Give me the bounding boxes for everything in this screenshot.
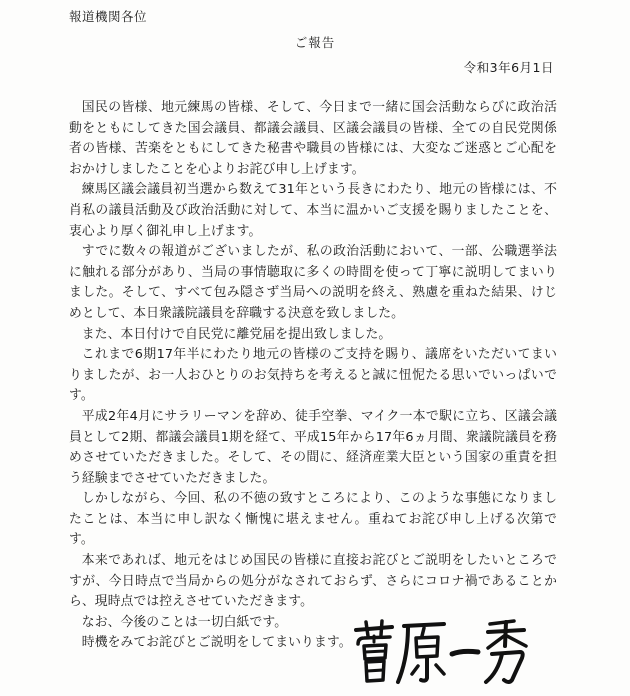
paragraph-apology: 国民の皆様、地元練馬の皆様、そして、今日まで一緒に国会活動ならびに政治活動をともにしてきた国会議員、都議会議員、区議会議員の皆様、全ての自民党関係者の皆様、苦楽をともにしてきた秘書や職員の皆様には、大変なご迷惑とご心配をおかけしましたことを心よりお詫び申し上げます。 bbox=[69, 100, 557, 177]
paragraph-closing: 時機をみてお詫びとご説明をしてまいります。 bbox=[81, 635, 352, 651]
paragraph-resignation: すでに数々の報道がございましたが、私の政治活動において、一部、公職選挙法に触れる部分があり、当局の事情聴取に多くの時間を使って丁寧に説明してまいりました。そして、すべて包み隠さず当局への説明を終え、熟慮を重ねた結果、けじめとして、本日衆議院議員を辞職する決意を致しました。 bbox=[69, 244, 557, 321]
paragraph-regret: しかしながら、今回、私の不徳の致すところにより、このような事態になりましたことは、本当に申し訳なく慚愧に堪えません。重ねてお詫び申し上げる次第です。 bbox=[69, 491, 557, 548]
letter-body bbox=[69, 98, 557, 654]
document-date: 令和3年6月1日 bbox=[463, 60, 554, 75]
document-title: ご報告 bbox=[294, 35, 336, 50]
paragraph-future: なお、今後のことは一切白紙です。 bbox=[81, 614, 288, 630]
handwritten-signature bbox=[352, 618, 532, 688]
paragraph-party-exit: また、本日付けで自民党に離党届を提出致しました。 bbox=[81, 326, 392, 342]
paragraph-career-history: 平成2年4月にサラリーマンを辞め、徒手空拳、マイク一本で駅に立ち、区議会議員として2期、都議会議員1期を経て、平成15年から17年6ヵ月間、衆議院議員を務めさせていただきました。そして、その間に、経済産業大臣という国家の重責を担う経験までさせていただきました。 bbox=[69, 408, 557, 486]
paragraph-career-reflection: これまで6期17年半にわたり地元の皆様のご支持を賜り、議席をいただいてまいりましたが、お一人おひとりのお気持ちを考えると誠に忸怩たる思いでいっぱいです。 bbox=[69, 347, 557, 404]
paragraph-gratitude: 練馬区議会議員初当選から数えて31年という長きにわたり、地元の皆様には、不肖私の議員活動及び政治活動に対して、本当に温かいご支援を賜りましたことを、衷心より厚く御礼申し上げます。 bbox=[69, 182, 557, 239]
paragraph-explanation: 本来であれば、地元をはじめ国民の皆様に直接お詫びとご説明をしたいところですが、今日時点で当局からの処分がなされておらず、さらにコロナ禍であることから、現時点では控えさせていただきます。 bbox=[69, 553, 557, 610]
addressee: 報道機関各位 bbox=[69, 9, 148, 24]
